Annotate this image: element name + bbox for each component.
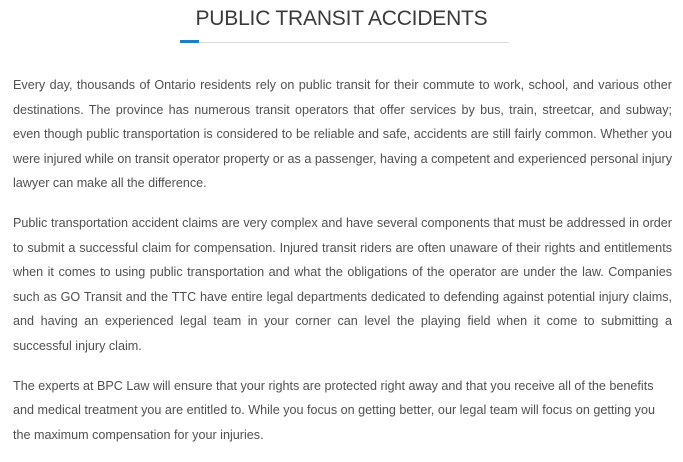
paragraph-experts: The experts at BPC Law will ensure that your rights are protected right away and that you receive all of the benefits and medical treatment you are entitled to. While you focus on getting better, our legal team will focus on getting you the maximum compensation for your injuries. (13, 378, 655, 442)
paragraph-claims: Public transportation accident claims are very complex and have several components that must be addressed in order to submit a successful claim for compensation. Injured transit riders are often unaware of their rights and entitlements when it comes to using public transportation and what the obligations of the operator are under the law. Companies such as GO Transit and the TTC have entire legal departments dedicated to defending against potential injury claims, and having an experienced legal team in your corner can level the playing field when it come to submitting a successful injury claim. (13, 215, 672, 353)
paragraph-intro: Every day, thousands of Ontario residents rely on public transit for their commute to work, school, and various other destinations. The province has numerous transit operators that offer services by bus, train, streetcar, and subway; even though public transportation is considered to be reliable and safe, accidents are still fairly common. Whether you were injured while on transit operator property or as a passenger, having a competent and experienced personal injury lawyer can make all the difference. (13, 78, 672, 191)
section-header (0, 0, 683, 50)
title-divider (180, 42, 509, 43)
page-title: PUBLIC TRANSIT ACCIDENTS (195, 7, 488, 30)
article-body (13, 73, 672, 462)
title-accent-bar (180, 40, 199, 43)
